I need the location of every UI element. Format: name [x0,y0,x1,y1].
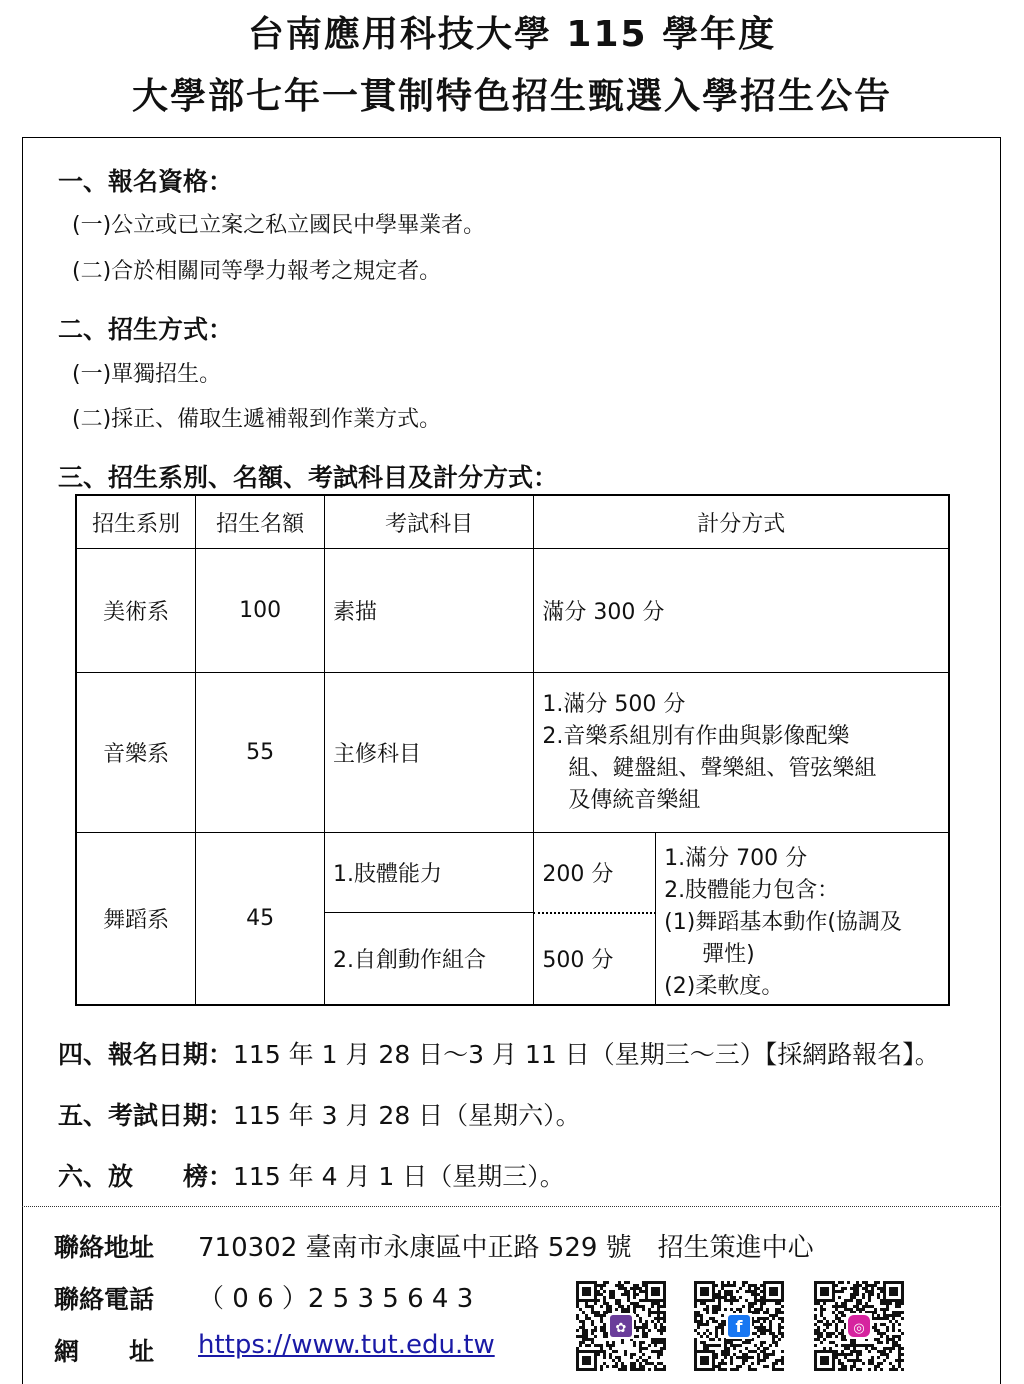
website-link[interactable]: https://www.tut.edu.tw [198,1330,495,1360]
scoring-line: 組、鍵盤組、聲樂組、管弦樂組 [568,755,877,781]
scoring-line: 2.肢體能力包含： [664,878,840,903]
section3-heading: 三、招生系別、名額、考試科目及計分方式： [58,463,559,492]
announcement-date-value: 115 年 4 月 1 日（星期三）。 [233,1162,565,1191]
scoring-line: 1.滿分 700 分 [664,846,808,871]
address-value: 710302 臺南市永康區中正路 529 號 招生策進中心 [198,1233,814,1263]
table-header-row [76,495,949,549]
exam-table [75,494,950,1006]
scoring-line: 2.音樂系組別有作曲與影像配樂 [542,723,850,749]
exam-date [58,1096,581,1132]
header-subject: 考試科目 [324,495,533,549]
scoring-cell: 滿分 300 分 [534,549,949,673]
scoring-line: 彈性) [702,942,755,967]
dept-cell: 音樂系 [76,673,196,833]
qr-code-instagram[interactable] [814,1281,904,1371]
score-cell: 200 分 [534,833,656,913]
scoring-line: (1)舞蹈基本動作(協調及 [664,910,902,935]
exam-date-label: 五、考試日期： [58,1101,234,1130]
subject-cell: 主修科目 [324,673,533,833]
header-scoring: 計分方式 [534,495,949,549]
section2-item-2: (二)採正、備取生遞補報到作業方式。 [72,407,442,432]
title-line-1: 台南應用科技大學 115 學年度 [247,14,777,55]
table-row [76,673,949,833]
announcement-date [58,1157,565,1193]
phone-value: （ 0 6 ）2 5 3 5 6 4 3 [198,1284,474,1314]
instagram-icon-glyph: ◎ [853,1321,865,1336]
header-quota: 招生名額 [196,495,325,549]
table-row [76,549,949,673]
registration-date-label: 四、報名日期： [58,1040,234,1069]
qr-code-facebook[interactable] [694,1281,784,1371]
exam-date-value: 115 年 3 月 28 日（星期六）。 [233,1101,581,1130]
table-row [76,833,949,913]
score-cell: 500 分 [534,913,656,1005]
dept-cell: 舞蹈系 [76,833,196,1005]
scoring-line: 及傳統音樂組 [568,787,701,813]
section2-item-1: (一)單獨招生。 [72,362,222,387]
section1-item-2: (二)合於相關同等學力報考之規定者。 [72,259,442,284]
subject-cell: 素描 [324,549,533,673]
header-dept: 招生系別 [76,495,196,549]
quota-cell: 55 [196,673,325,833]
quota-cell: 45 [196,833,325,1005]
quota-cell: 100 [196,549,325,673]
section1-item-1: (一)公立或已立案之私立國民中學畢業者。 [72,213,486,238]
dept-cell: 美術系 [76,549,196,673]
section2-heading: 二、招生方式： [58,315,234,344]
facebook-icon-glyph: f [735,1317,743,1336]
scoring-line: (2)柔軟度。 [664,974,784,999]
title-line-2: 大學部七年一貫制特色招生甄選入學招生公告 [131,76,892,117]
registration-date [58,1035,940,1071]
announcement-date-label: 六、放 榜： [58,1162,234,1191]
scoring-cell [534,673,949,833]
subject-cell: 2.自創動作組合 [324,913,533,1005]
phone-label: 聯絡電話 [54,1285,155,1314]
scoring-line: 1.滿分 500 分 [542,691,686,717]
section1-heading: 一、報名資格： [58,167,234,196]
school-logo-icon-glyph: ✿ [615,1321,627,1336]
url-label: 網 址 [54,1337,155,1366]
qr-code-school[interactable] [576,1281,666,1371]
registration-date-value: 115 年 1 月 28 日～3 月 11 日（星期三～三）【採網路報名】。 [233,1040,940,1069]
address-label: 聯絡地址 [54,1233,155,1262]
footer-divider [22,1206,1001,1207]
subject-cell: 1.肢體能力 [324,833,533,913]
scoring-cell [656,833,949,1005]
